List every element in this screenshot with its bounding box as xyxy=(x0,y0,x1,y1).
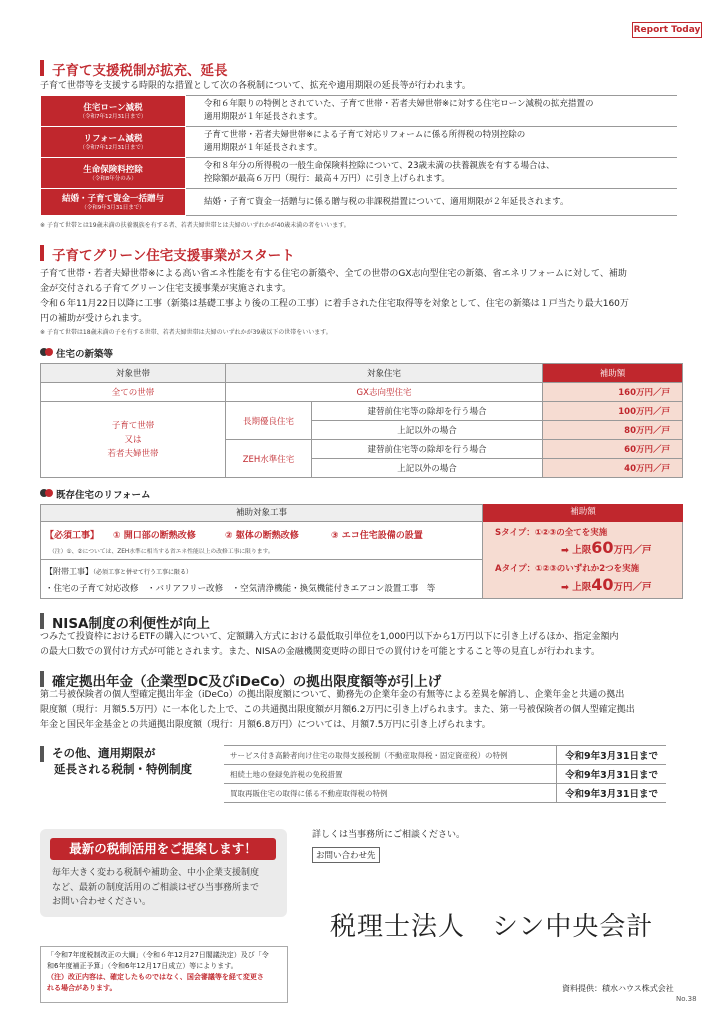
amount-zeh-other: 40万円／戸 xyxy=(543,459,683,478)
page-number: No.38 xyxy=(676,995,697,1003)
a-type: Aタイプ：①②③のいずれか2つを実施 xyxy=(495,564,640,574)
required-note: （注）①、②については、ZEH水準に相当する省エネ性能以上の改修工事に限ります。 xyxy=(49,549,274,555)
green-p2: 金が交付される子育てグリーン住宅支援事業が実施されます。 xyxy=(40,284,292,294)
tax-label-housing-loan: 住宅ローン減税 （令和7年12月31日まで） xyxy=(41,96,186,127)
promo-title: 最新の税制活用をご提案します！ xyxy=(50,838,276,860)
source-note: 「令和7年度税制改正の大綱」（令和６年12月27日閣議決定）及び「令 和6年度補正予算」（令和6年12月17日成立）等によります。 （注）改正内容は、確定したものではなく、国会審議等を経て変更さ れる場合があります。 xyxy=(40,946,288,1003)
required-item-3: ③ エコ住宅設備の設置 xyxy=(331,531,423,541)
green-p1: 子育て世帯・若者夫婦世帯※による高い省エネ性能を有する住宅の新築や、全ての世帯のGX志向型住宅の新築、省エネリフォームに対して、補助 xyxy=(40,269,627,279)
pension-p3: 年金と国民年金基金との共通拠出限度額（現行：月額6.8万円）については、月額7.5万円に引き上げられます。 xyxy=(40,720,491,730)
section1-note: ※ 子育て世帯とは19歳未満の扶養親族を有する者、若者夫婦世帯とは夫婦のいずれかが40歳未満の者をいいます。 xyxy=(40,222,350,229)
promo-body: 毎年大きく変わる税制や補助金、中小企業支援制度 など、最新の制度活用のご相談はぜひ当事務所まで お問い合わせください。 xyxy=(52,868,260,907)
cell-zeh-house: ZEH水準住宅 xyxy=(226,440,312,478)
tax-desc-gift: 結婚・子育て資金一括贈与に係る贈与税の非課税措置について、適用期限が２年延長されます。 xyxy=(186,189,678,216)
section-title-green-housing: 子育てグリーン住宅支援事業がスタート xyxy=(40,244,295,264)
tax-label-gift: 結婚・子育て資金一括贈与 （令和9年3月31日まで） xyxy=(41,189,186,216)
firm-name: 税理士法人 シン中央会計 xyxy=(330,912,654,942)
other-desc-2: 相続土地の登録免許税の免税措置 xyxy=(224,765,557,784)
contact-button[interactable]: お問い合わせ先 xyxy=(312,847,380,863)
cell-rebuild-2: 建替前住宅等の除却を行う場合 xyxy=(312,440,543,459)
col-target: 対象世帯 xyxy=(41,364,226,383)
optional-work-cell xyxy=(40,560,483,599)
section-intro: 子育て世帯等を支援する時限的な措置として次の各税制について、拡充や適用期限の延長等が行われます。 xyxy=(40,81,471,91)
s-type: Sタイプ：①②③の全てを実施 xyxy=(495,528,608,538)
section-title-childcare-tax: 子育て支援税制が拡充、延長 xyxy=(40,59,228,79)
cell-gx-house: GX志向型住宅 xyxy=(226,383,543,402)
cell-long-term-house: 長期優良住宅 xyxy=(226,402,312,440)
optional-items: ・住宅の子育て対応改修 ・バリアフリー改修 ・空気清浄機能・換気機能付きエアコン設置工事 等 xyxy=(45,584,436,594)
other-date-2: 令和9年3月31日まで xyxy=(557,765,666,784)
nisa-p2: の最大口数での買付け方式が可能とされます。また、NISAの金融機関変更時の即日での買付けを可能とすること等の見直しが行われます。 xyxy=(40,647,600,657)
pension-p1: 第二号被保険者の個人型確定拠出年金（iDeCo）の拠出限度額について、勤務先の企業年金の有無等による差異を解消し、企業年金と共通の拠出 xyxy=(40,690,625,700)
cell-all-households: 全ての世帯 xyxy=(41,383,226,402)
amount-gx: 160万円／戸 xyxy=(543,383,683,402)
green-p3: 令和６年11月22日以降に工事（新築は基礎工事より後の工程の工事）に着手された住宅取得等を対象として、住宅の新築は１戸当たり最大160万 xyxy=(40,299,629,309)
col-reform-amount: 補助額 xyxy=(483,504,683,522)
material-provider: 資料提供：積水ハウス株式会社 xyxy=(562,984,674,993)
cell-other-2: 上記以外の場合 xyxy=(312,459,543,478)
newbuild-subtitle: 住宅の新築等 xyxy=(40,346,113,360)
section-title-nisa: NISA制度の利便性が向上 xyxy=(40,612,210,632)
amount-zeh-rebuild: 60万円／戸 xyxy=(543,440,683,459)
tax-desc-housing-loan: 令和６年限りの特例とされていた、子育て世帯・若者夫婦世帯※に対する住宅ローン減税の拡充措置の 適用期限が１年延長されます。 xyxy=(186,96,678,127)
tax-label-life-insurance: 生命保険料控除 （令和8年分のみ） xyxy=(41,158,186,189)
other-date-3: 令和9年3月31日まで xyxy=(557,784,666,803)
s-limit: ➡ 上限60万円／戸 xyxy=(561,538,652,557)
section2-note: ※ 子育て世帯は18歳未満の子を有する世帯、若者夫婦世帯は夫婦のいずれかが39歳以下の世帯をいいます。 xyxy=(40,329,332,336)
contact-text: 詳しくは当事務所にご相談ください。 xyxy=(312,830,466,840)
required-label: 【必須工事】 xyxy=(45,531,100,541)
a-limit: ➡ 上限40万円／戸 xyxy=(561,575,652,594)
other-extensions-table xyxy=(224,745,666,803)
promo-box xyxy=(40,829,287,917)
section-title-pension: 確定拠出年金（企業型DC及びiDeCo）の拠出限度額等が引上げ xyxy=(40,670,441,690)
other-desc-1: サービス付き高齢者向け住宅の取得支援税制（不動産取得税・固定資産税）の特例 xyxy=(224,746,557,765)
cell-childcare-households: 子育て世帯 又は 若者夫婦世帯 xyxy=(41,402,226,478)
col-house: 対象住宅 xyxy=(226,364,543,383)
tax-desc-reform: 子育て世帯・若者夫婦世帯※による子育て対応リフォームに係る所得税の特別控除の 適用期限が１年延長されます。 xyxy=(186,127,678,158)
required-work-cell xyxy=(40,522,483,560)
reform-table xyxy=(40,504,683,599)
required-item-1: ① 開口部の断熱改修 xyxy=(113,531,196,541)
other-date-1: 令和9年3月31日まで xyxy=(557,746,666,765)
amount-chouki-rebuild: 100万円／戸 xyxy=(543,402,683,421)
amount-chouki-other: 80万円／戸 xyxy=(543,421,683,440)
reform-amount-cell xyxy=(483,522,683,599)
nisa-p1: つみたて投資枠におけるETFの購入について、定額購入方式における最低取引単位を1,000円以下から1万円以下に引き上げるほか、指定金額内 xyxy=(40,632,619,642)
reform-subtitle: 既存住宅のリフォーム xyxy=(40,487,151,501)
other-desc-3: 買取再販住宅の取得に係る不動産取得税の特例 xyxy=(224,784,557,803)
green-p4: 円の補助が受けられます。 xyxy=(40,314,148,324)
col-work: 補助対象工事 xyxy=(40,504,483,522)
cell-other-1: 上記以外の場合 xyxy=(312,421,543,440)
report-today-badge: Report Today xyxy=(632,22,702,38)
pension-p2: 限度額（現行：月額5.5万円）に一本化した上で、この共通拠出限度額が月額6.2万円に引き上げられます。また、第一号被保険者の個人型確定拠出 xyxy=(40,705,635,715)
cell-rebuild-1: 建替前住宅等の除却を行う場合 xyxy=(312,402,543,421)
optional-label: 【附帯工事】（必須工事と併せて行う工事に限る） xyxy=(45,567,193,576)
tax-desc-life-insurance: 令和８年分の所得税の一般生命保険料控除について、23歳未満の扶養親族を有する場合は、 控除額が最高６万円（現行：最高４万円）に引き上げられます。 xyxy=(186,158,678,189)
required-item-2: ② 躯体の断熱改修 xyxy=(225,531,299,541)
section-title-other: その他、適用期限が 延長される税制・特例制度 xyxy=(40,745,192,777)
childcare-tax-table xyxy=(40,95,677,216)
tax-label-reform: リフォーム減税 （令和7年12月31日まで） xyxy=(41,127,186,158)
newbuild-table xyxy=(40,363,683,478)
col-amount: 補助額 xyxy=(543,364,683,383)
